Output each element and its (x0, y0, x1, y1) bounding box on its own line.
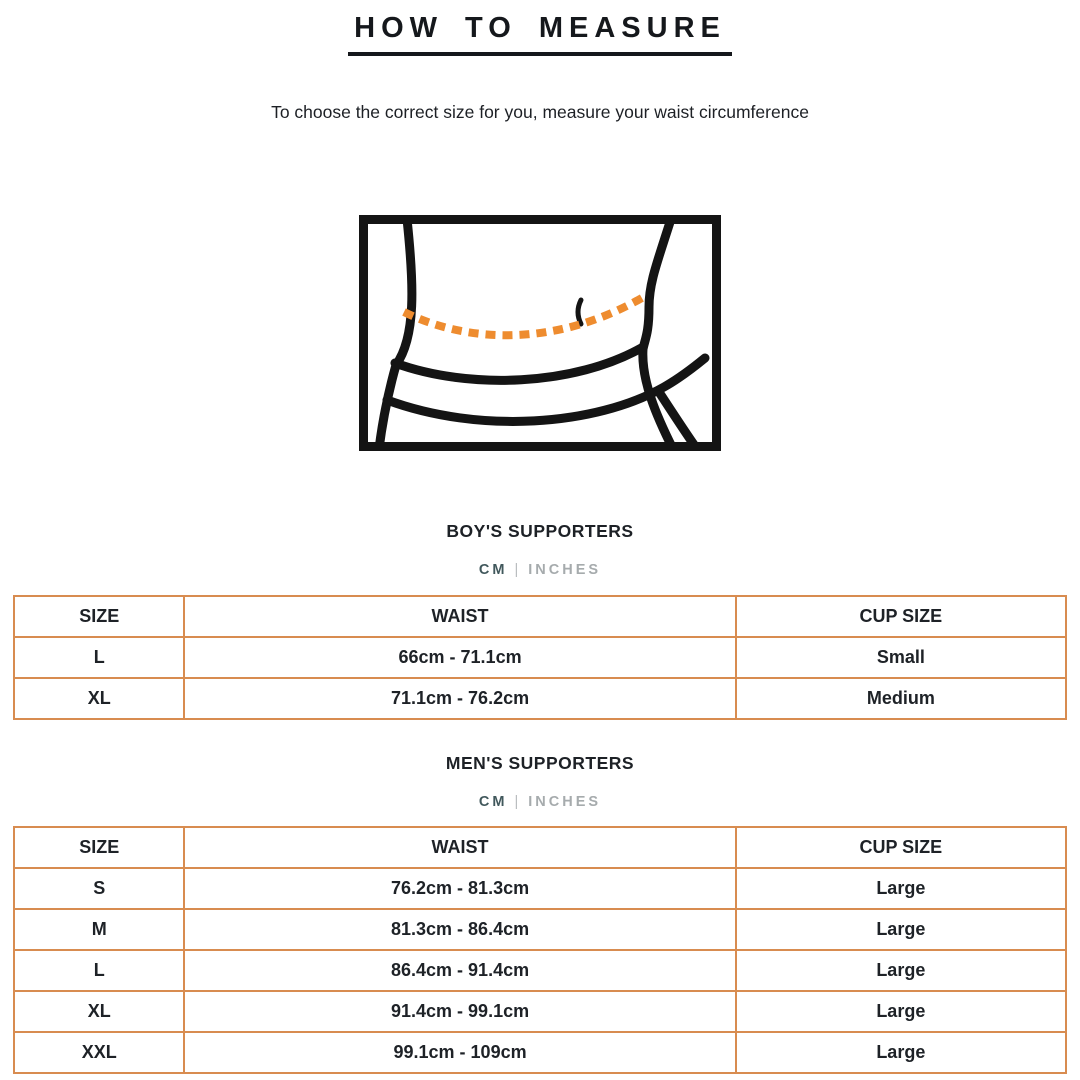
cup-cell: Large (736, 909, 1066, 950)
cup-cell: Small (736, 637, 1066, 678)
waist-cell: 81.3cm - 86.4cm (184, 909, 735, 950)
waist-dash-line (404, 295, 647, 335)
header-row (14, 596, 1066, 637)
size-cell: XXL (14, 1032, 184, 1073)
mens-unit-toggle (0, 795, 1080, 810)
page-title: HOW TO MEASURE (348, 12, 732, 56)
mens-section-heading: MEN'S SUPPORTERS (445, 752, 635, 773)
size-cell: XL (14, 678, 184, 719)
column-header-size: SIZE (14, 596, 184, 637)
table-row (14, 1032, 1066, 1073)
boys-size-table (13, 595, 1067, 720)
column-header-cup-size: CUP SIZE (736, 596, 1066, 637)
column-header-size: SIZE (14, 827, 184, 868)
waist-diagram-svg (359, 215, 721, 451)
waist-cell: 71.1cm - 76.2cm (184, 678, 735, 719)
size-cell: M (14, 909, 184, 950)
table-row (14, 637, 1066, 678)
unit-toggle-inches[interactable]: INCHES (528, 562, 602, 578)
title-wrap (0, 0, 1080, 56)
column-header-waist: WAIST (184, 827, 735, 868)
unit-toggle-inches[interactable]: INCHES (528, 793, 602, 810)
cup-cell: Large (736, 868, 1066, 909)
cup-cell: Large (736, 1032, 1066, 1073)
size-cell: S (14, 868, 184, 909)
mens-supporters-section (0, 753, 1080, 1075)
size-cell: L (14, 637, 184, 678)
header-row (14, 827, 1066, 868)
unit-toggle-cm[interactable]: CM (478, 793, 508, 810)
cup-cell: Large (736, 950, 1066, 991)
unit-toggle-cm[interactable]: CM (478, 562, 508, 578)
table-row (14, 678, 1066, 719)
cup-cell: Medium (736, 678, 1066, 719)
size-cell: XL (14, 991, 184, 1032)
unit-toggle-divider: | (514, 562, 522, 578)
navel-mark (578, 300, 581, 324)
mens-size-table (13, 826, 1067, 1074)
table-row (14, 950, 1066, 991)
table-row (14, 909, 1066, 950)
waist-cell: 91.4cm - 99.1cm (184, 991, 735, 1032)
unit-toggle-divider: | (514, 793, 522, 810)
column-header-cup-size: CUP SIZE (736, 827, 1066, 868)
boys-section-heading: BOY'S SUPPORTERS (446, 521, 634, 541)
boys-unit-toggle (0, 563, 1080, 578)
waist-measurement-illustration (359, 215, 721, 451)
waist-cell: 66cm - 71.1cm (184, 637, 735, 678)
waist-cell: 99.1cm - 109cm (184, 1032, 735, 1073)
table-row (14, 868, 1066, 909)
waist-cell: 86.4cm - 91.4cm (184, 950, 735, 991)
size-cell: L (14, 950, 184, 991)
cup-cell: Large (736, 991, 1066, 1032)
waist-cell: 76.2cm - 81.3cm (184, 868, 735, 909)
table-row (14, 991, 1066, 1032)
boys-supporters-section (0, 521, 1080, 720)
column-header-waist: WAIST (184, 596, 735, 637)
subtitle: To choose the correct size for you, measure your waist circumference (271, 102, 809, 122)
